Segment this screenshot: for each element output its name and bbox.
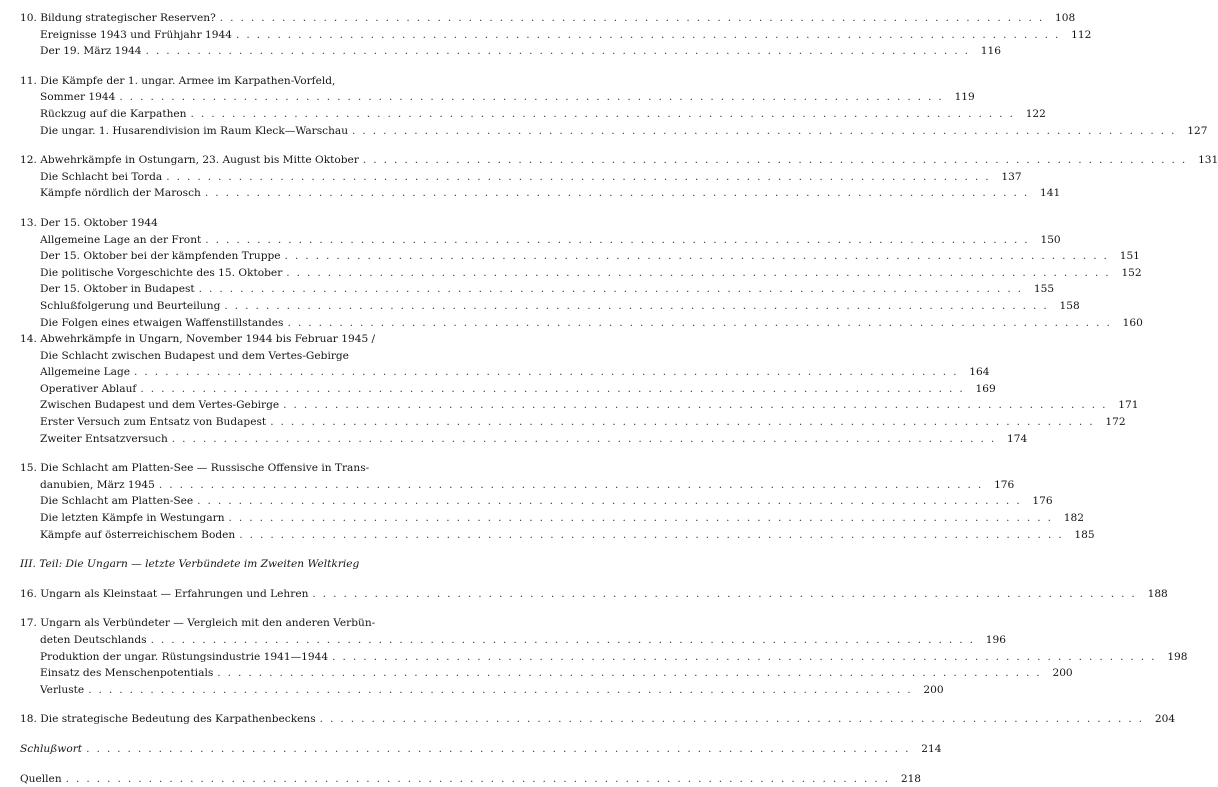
toc-page-number: 108 <box>1054 12 1076 24</box>
toc-page-number: 116 <box>980 45 1001 58</box>
dot-leader: ................................................................................ <box>332 650 1162 663</box>
section-gap <box>20 139 442 152</box>
toc-entry-title: 12. Abwehrkämpfe in Ostungarn, 23. August bis Mitte Oktober <box>20 154 359 167</box>
section-gap <box>20 758 442 771</box>
toc-entry <box>20 27 1092 44</box>
dot-leader: ................................................................................ <box>204 187 1035 200</box>
toc-page-number: 141 <box>1040 187 1061 200</box>
toc-page-number: 174 <box>1006 432 1028 445</box>
toc-entry-title: Erster Versuch zum Entsatz von Budapest <box>40 416 267 429</box>
toc-entry <box>20 414 1126 431</box>
toc-entry <box>20 711 1176 728</box>
dot-leader: ................................................................................ <box>145 45 975 58</box>
toc-entry-title: Die Schlacht zwischen Budapest und dem Vertes-Gebirge <box>40 349 349 362</box>
toc-entry-title: 16. Ungarn als Kleinstaat — Erfahrungen und Lehren <box>20 587 309 600</box>
toc-entry-title: Zwischen Budapest und dem Vertes-Gebirge <box>40 399 280 412</box>
toc-entry-title: Schlußwort <box>20 742 83 755</box>
toc-entry <box>20 10 1076 27</box>
toc-page-number: 218 <box>900 772 922 785</box>
toc-page-number: 198 <box>1167 650 1188 663</box>
toc-page-number: 214 <box>921 742 942 755</box>
toc-page-number: 185 <box>1074 528 1095 541</box>
dot-leader: ................................................................................ <box>158 478 989 491</box>
dot-leader: ................................................................................ <box>287 316 1117 329</box>
toc-entry <box>20 477 1015 494</box>
toc-entry <box>20 315 1143 332</box>
toc-entry-title: 15. Die Schlacht am Platten-See — Russische Offensive in Trans- <box>20 462 370 475</box>
section-gap <box>20 447 442 460</box>
dot-leader: ................................................................................ <box>65 772 896 785</box>
dot-leader: ................................................................................ <box>217 667 1047 680</box>
toc-entry <box>20 381 996 398</box>
toc-page-number: 176 <box>1032 495 1053 508</box>
section-gap <box>20 698 442 711</box>
dot-leader: ................................................................................ <box>286 266 1116 279</box>
toc-page-number: 204 <box>1154 713 1176 726</box>
toc-entry-title: Quellen <box>20 772 62 785</box>
section-gap <box>20 602 442 615</box>
toc-entry-title: Die letzten Kämpfe in Westungarn <box>40 512 225 525</box>
toc-entry <box>20 106 1046 123</box>
section-gap <box>20 543 442 556</box>
dot-leader: ................................................................................ <box>312 587 1142 600</box>
toc-entry-title: Einsatz des Menschenpotentials <box>40 667 214 680</box>
toc-page-number: 200 <box>923 683 944 696</box>
section-gap <box>20 202 442 215</box>
toc-entry-title: Die ungar. 1. Husarendivision im Raum Kleck—Warschau <box>40 124 349 137</box>
section-gap <box>20 728 442 741</box>
toc-entry-title: Sommer 1944 <box>40 91 116 104</box>
toc-page-number: 169 <box>975 382 996 395</box>
toc-entry-title: Der 15. Oktober in Budapest <box>40 283 195 296</box>
toc-entry-title: Die Folgen eines etwaigen Waffenstillstandes <box>40 316 284 329</box>
toc-page-number: 151 <box>1119 250 1140 263</box>
toc-page-number: 137 <box>1001 170 1022 183</box>
dot-leader: ................................................................................ <box>171 432 1002 445</box>
toc-entry-title: Allgemeine Lage <box>40 366 131 379</box>
dot-leader: ................................................................................ <box>283 399 1113 412</box>
toc-page-number: 200 <box>1052 667 1073 680</box>
toc-entry <box>20 682 944 699</box>
toc-entry-title: Operativer Ablauf <box>40 382 137 395</box>
toc-page-number: 160 <box>1122 316 1143 329</box>
toc-entry-title: Der 15. Oktober bei der kämpfenden Truppe <box>40 250 281 263</box>
toc-entry-title: Kämpfe auf österreichischem Boden <box>40 528 236 541</box>
toc-entry <box>20 586 1168 603</box>
dot-leader: ................................................................................ <box>284 250 1114 263</box>
toc-page-number: 150 <box>1040 233 1061 246</box>
toc-entry-title: 11. Die Kämpfe der 1. ungar. Armee im Karpathen-Vorfeld, <box>20 74 336 87</box>
toc-entry <box>20 771 922 787</box>
toc-entry-title: Verluste <box>40 683 85 696</box>
toc-entry <box>20 152 1218 169</box>
dot-leader: ................................................................................ <box>140 382 970 395</box>
toc-entry <box>20 527 1095 544</box>
toc-entry-title: 17. Ungarn als Verbündeter — Vergleich mit den anderen Verbün- <box>20 617 376 630</box>
toc-entry <box>20 89 975 106</box>
dot-leader: ................................................................................ <box>228 512 1058 525</box>
toc-page-number: 188 <box>1147 587 1168 600</box>
toc-entry-title: danubien, März 1945 <box>40 478 155 491</box>
toc-page-number: 152 <box>1121 266 1142 279</box>
toc-page-number: 182 <box>1063 512 1084 525</box>
toc-page-number: 122 <box>1025 107 1046 120</box>
toc-entry <box>20 493 1053 510</box>
dot-leader: ................................................................................ <box>352 124 1182 137</box>
toc-entry-title: 13. Der 15. Oktober 1944 <box>20 216 158 229</box>
dot-leader: ................................................................................ <box>166 170 996 183</box>
section-gap <box>20 60 442 73</box>
toc-entry <box>20 123 1208 140</box>
toc-entry <box>20 265 1142 282</box>
toc-entry-title: Die politische Vorgeschichte des 15. Oktober <box>40 266 283 279</box>
dot-leader: ................................................................................ <box>119 91 949 104</box>
toc-page-number: 172 <box>1105 416 1126 429</box>
toc-entry <box>20 232 1061 249</box>
toc-entry-title: deten Deutschlands <box>40 634 147 646</box>
toc-page-number: 164 <box>969 366 990 379</box>
table-of-contents <box>20 10 1218 787</box>
toc-entry-title: III. Teil: Die Ungarn — letzte Verbündete im Zweiten Weltkrieg <box>20 558 360 571</box>
toc-page-number: 171 <box>1118 399 1139 412</box>
dot-leader: ................................................................................ <box>219 12 1050 24</box>
toc-page-number: 127 <box>1187 124 1208 137</box>
toc-entry-title: Kämpfe nördlich der Marosch <box>40 187 201 200</box>
toc-page-number: 112 <box>1071 28 1092 41</box>
dot-leader: ................................................................................ <box>134 366 964 379</box>
toc-entry <box>20 248 1140 265</box>
dot-leader: ................................................................................ <box>319 713 1150 726</box>
toc-entry <box>20 556 442 573</box>
toc-page-number: 158 <box>1059 299 1080 312</box>
toc-entry-title: Zweiter Entsatzversuch <box>40 432 168 445</box>
toc-entry <box>20 460 442 477</box>
toc-entry <box>20 185 1061 202</box>
toc-entry-title: Schlußfolgerung und Beurteilung <box>40 299 221 312</box>
toc-entry <box>20 431 1028 448</box>
dot-leader: ................................................................................ <box>197 495 1027 508</box>
dot-leader: ................................................................................ <box>198 283 1029 296</box>
toc-entry-title: Rückzug auf die Karpathen <box>40 107 187 120</box>
toc-entry <box>20 665 1073 682</box>
dot-leader: ................................................................................ <box>190 107 1020 120</box>
toc-entry <box>20 632 1006 649</box>
toc-page-number: 155 <box>1033 283 1055 296</box>
toc-entry <box>20 215 442 232</box>
toc-entry <box>20 298 1080 315</box>
toc-entry <box>20 510 1084 527</box>
toc-page-number: 176 <box>994 478 1015 491</box>
dot-leader: ................................................................................ <box>205 233 1035 246</box>
toc-entry <box>20 73 442 90</box>
toc-entry <box>20 169 1022 186</box>
toc-entry <box>20 741 942 758</box>
toc-page-number: 196 <box>985 634 1006 646</box>
toc-entry <box>20 615 442 632</box>
dot-leader: ................................................................................ <box>235 28 1066 41</box>
toc-entry-title: Produktion der ungar. Rüstungsindustrie 1941—1944 <box>40 650 329 663</box>
dot-leader: ................................................................................ <box>88 683 918 696</box>
dot-leader: ................................................................................ <box>224 299 1054 312</box>
toc-entry <box>20 331 442 348</box>
dot-leader: ................................................................................ <box>362 154 1193 167</box>
section-gap <box>20 573 442 586</box>
dot-leader: ................................................................................ <box>150 634 980 646</box>
toc-entry <box>20 397 1139 414</box>
toc-entry <box>20 281 1055 298</box>
toc-entry <box>20 364 990 381</box>
toc-page-number: 131 <box>1198 154 1218 167</box>
toc-entry-title: Der 19. März 1944 <box>40 45 142 58</box>
toc-entry <box>20 649 1188 666</box>
toc-entry-title: Allgemeine Lage an der Front <box>40 233 202 246</box>
toc-entry-title: Die Schlacht bei Torda <box>40 170 163 183</box>
dot-leader: ................................................................................ <box>86 742 916 755</box>
toc-page-number: 119 <box>954 91 975 104</box>
dot-leader: ................................................................................ <box>239 528 1069 541</box>
toc-entry-title: Ereignisse 1943 und Frühjahr 1944 <box>40 28 232 41</box>
dot-leader: ................................................................................ <box>270 416 1100 429</box>
toc-entry-title: 18. Die strategische Bedeutung des Karpathenbeckens <box>20 713 316 726</box>
toc-entry-title: 14. Abwehrkämpfe in Ungarn, November 1944 bis Februar 1945 / <box>20 333 376 346</box>
toc-entry-title: 10. Bildung strategischer Reserven? <box>20 12 216 24</box>
toc-entry <box>20 348 442 365</box>
toc-entry-title: Die Schlacht am Platten-See <box>40 495 194 508</box>
toc-entry <box>20 43 1001 60</box>
